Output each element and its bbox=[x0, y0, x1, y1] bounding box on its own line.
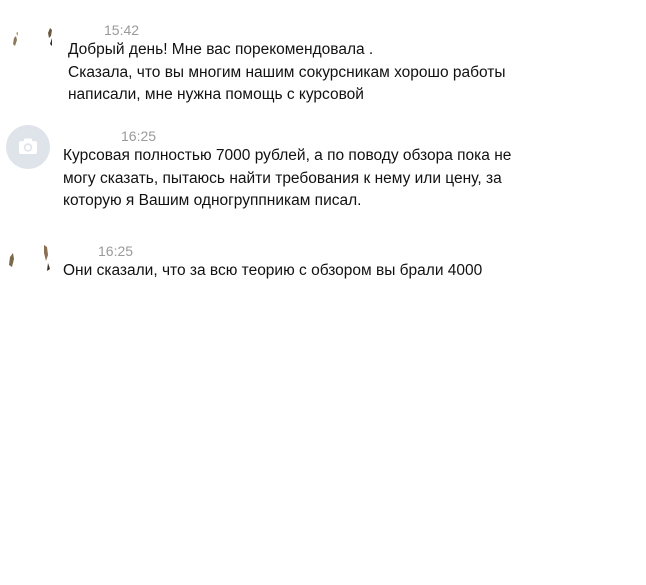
message-text bbox=[63, 260, 623, 283]
message-text-line: Сказала, что вы многим нашим сокурсникам хорошо работы bbox=[68, 63, 506, 81]
message-text-line: могу сказать, пытаюсь найти требования к нему или цену, за bbox=[63, 169, 502, 187]
camera-icon bbox=[6, 125, 50, 169]
message-text-line: Они сказали, что за всю теорию с обзором вы брали 4000 bbox=[63, 262, 483, 279]
message-item bbox=[0, 120, 646, 230]
message-text-line: Курсовая полностью 7000 рублей, а по поводу обзора пока не bbox=[63, 147, 512, 164]
avatar[interactable] bbox=[4, 239, 50, 279]
avatar[interactable] bbox=[6, 24, 52, 64]
message-text bbox=[63, 145, 623, 213]
message-item bbox=[0, 230, 646, 290]
user-photo-icon bbox=[6, 24, 52, 64]
message-time: 16:25 bbox=[121, 128, 157, 144]
message-time: 15:42 bbox=[104, 22, 140, 38]
message-item bbox=[0, 0, 646, 120]
message-text-line: которую я Вашим одногруппникам писал. bbox=[63, 192, 362, 209]
message-text-line: написали, мне нужна помощь с курсовой bbox=[68, 86, 364, 103]
message-text bbox=[68, 39, 628, 107]
user-photo-icon bbox=[4, 239, 50, 279]
avatar[interactable] bbox=[6, 125, 50, 169]
message-text-line: Добрый день! Мне вас порекомендовала . bbox=[68, 41, 374, 58]
message-time: 16:25 bbox=[98, 243, 134, 259]
